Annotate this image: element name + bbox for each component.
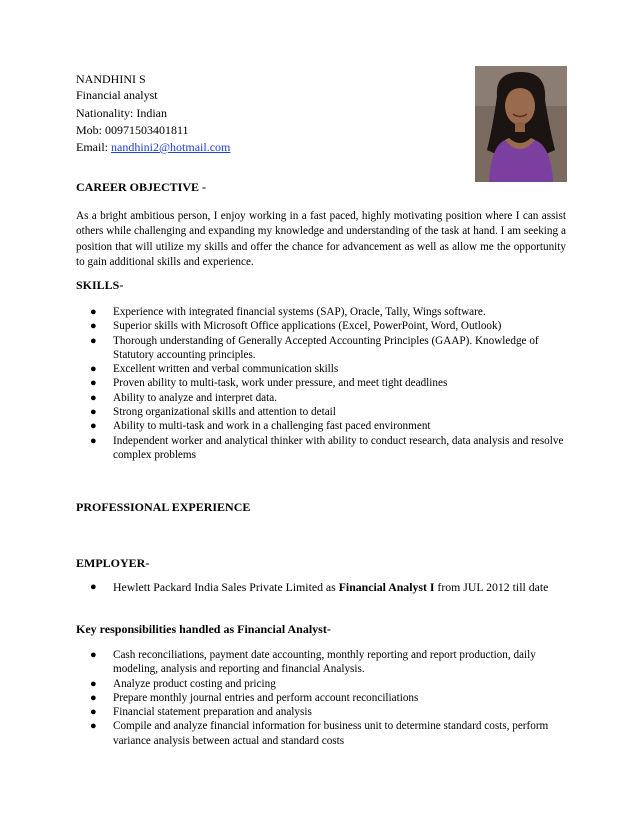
list-item: ● Thorough understanding of Generally Accepted Accounting Principles (GAAP). Knowledge of Statutory accounting principles. xyxy=(90,334,539,361)
bullet-icon: ● xyxy=(90,434,97,447)
list-item: ● Independent worker and analytical thinker with ability to conduct research, data analysis and resolve complex problems xyxy=(90,434,564,461)
list-item: ● Compile and analyze financial information for business unit to determine standard costs, perform variance analysis between actual and standard costs xyxy=(90,720,549,747)
list-item: ● Prepare monthly journal entries and perform account reconciliations xyxy=(90,691,419,704)
bullet-icon: ● xyxy=(90,649,97,661)
bullet-icon: ● xyxy=(90,677,97,690)
bullet-icon: ● xyxy=(90,377,97,390)
list-item: ● Ability to multi-task and work in a challenging fast paced environment xyxy=(90,420,431,433)
bullet-icon: ● xyxy=(90,306,97,318)
profile-photo-icon xyxy=(475,66,567,182)
bullet-icon: ● xyxy=(90,706,97,719)
list-item: ● Cash reconciliations, payment date accounting, monthly reporting and report production, daily modeling, analysis and reporting and financial Analysis. xyxy=(90,649,536,676)
list-item: ● Superior skills with Microsoft Office applications (Excel, PowerPoint, Word, Outlook) xyxy=(90,320,502,333)
responsibilities-list xyxy=(76,648,566,748)
employer-role: Financial Analyst I xyxy=(338,580,435,594)
employer-company: Hewlett Packard India Sales Private Limited as xyxy=(113,580,339,594)
bullet-icon: ● xyxy=(90,581,97,593)
list-item: ● Excellent written and verbal communication skills xyxy=(90,363,339,376)
bullet-icon: ● xyxy=(90,720,97,733)
skills-heading: SKILLS- xyxy=(76,278,124,292)
employer-heading: EMPLOYER- xyxy=(76,556,150,570)
candidate-title: Financial analyst xyxy=(76,88,158,102)
bullet-icon: ● xyxy=(90,420,97,433)
list-item: ● Strong organizational skills and attention to detail xyxy=(90,406,336,419)
employer-period: from JUL 2012 till date xyxy=(434,580,549,594)
candidate-name: NANDHINI S xyxy=(76,72,146,86)
nationality: Nationality: Indian xyxy=(76,106,167,120)
employer-entry xyxy=(76,580,566,595)
list-item: ● Ability to analyze and interpret data. xyxy=(90,391,278,404)
email-line xyxy=(76,139,230,156)
list-item: ● Proven ability to multi-task, work under pressure, and meet tight deadlines xyxy=(90,377,448,390)
bullet-icon: ● xyxy=(90,363,97,376)
email-link[interactable]: nandhini2@hotmail.com xyxy=(111,140,231,154)
list-item: ● Analyze product costing and pricing xyxy=(90,677,276,690)
profile-photo xyxy=(475,66,567,182)
bullet-icon: ● xyxy=(90,406,97,419)
list-item: ● Experience with integrated financial systems (SAP), Oracle, Tally, Wings software. xyxy=(90,306,486,318)
mobile-number: Mob: 00971503401811 xyxy=(76,123,189,137)
professional-experience-heading: PROFESSIONAL EXPERIENCE xyxy=(76,500,251,514)
list-item: ● Financial statement preparation and analysis xyxy=(90,706,312,719)
responsibilities-heading: Key responsibilities handled as Financial Analyst- xyxy=(76,622,331,636)
career-objective-heading: CAREER OBJECTIVE - xyxy=(76,180,207,194)
skills-list xyxy=(76,305,566,462)
bullet-icon: ● xyxy=(90,691,97,704)
bullet-icon: ● xyxy=(90,320,97,333)
bullet-icon: ● xyxy=(90,334,97,347)
email-label: Email: xyxy=(76,140,111,154)
bullet-icon: ● xyxy=(90,391,97,404)
career-objective-text: As a bright ambitious person, I enjoy working in a fast paced, highly motivating position where I can assist others while challenging and expanding my knowledge and understanding of the task at hand. I am seeking a position that will utilize my skills and offer the chance for advancement as well as allow me the opportunity to gain additional skills and experience. xyxy=(76,210,566,269)
